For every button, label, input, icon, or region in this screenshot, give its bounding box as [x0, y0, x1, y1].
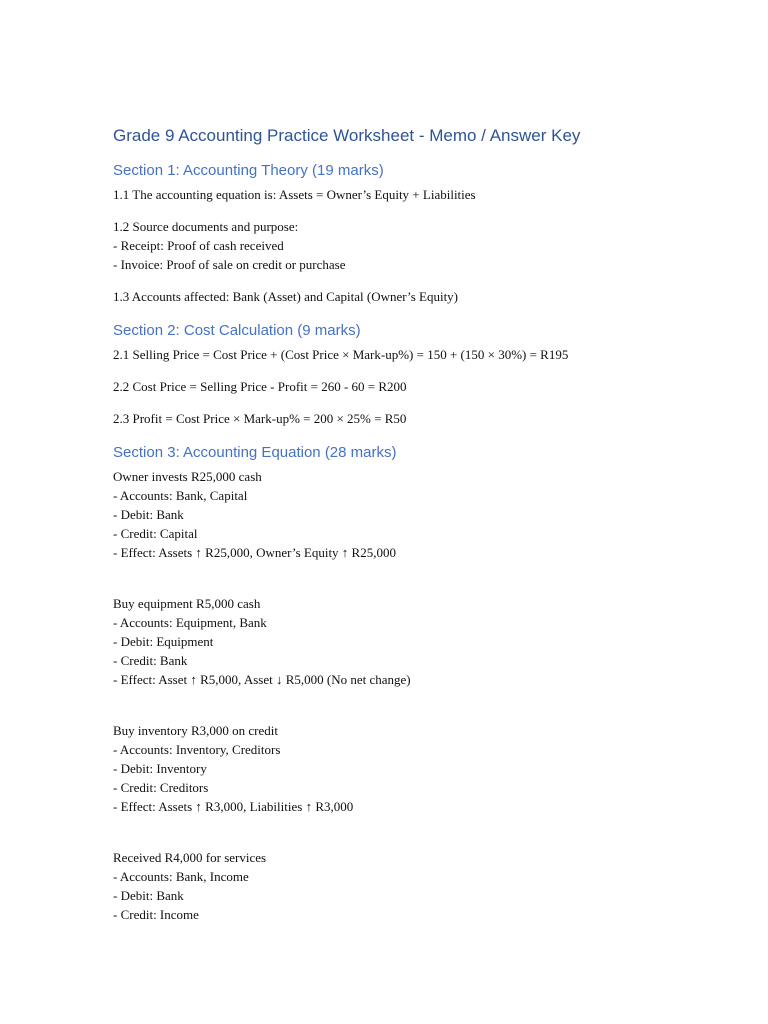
- transaction-accounts: - Accounts: Inventory, Creditors: [113, 742, 281, 757]
- transaction-description: Received R4,000 for services: [113, 850, 267, 865]
- transaction-4: [113, 848, 733, 924]
- answer-1-2-heading: 1.2 Source documents and purpose:: [113, 219, 299, 234]
- transaction-debit: - Debit: Bank: [113, 888, 184, 903]
- transaction-credit: - Credit: Creditors: [113, 780, 209, 795]
- section-2-heading: Section 2: Cost Calculation (9 marks): [113, 322, 361, 339]
- answer-1-2-invoice: - Invoice: Proof of sale on credit or purchase: [113, 257, 346, 272]
- transaction-debit: - Debit: Inventory: [113, 761, 207, 776]
- transaction-2: [113, 594, 733, 689]
- answer-1-1: 1.1 The accounting equation is: Assets = Owner’s Equity + Liabilities: [113, 187, 476, 202]
- section-3-heading: Section 3: Accounting Equation (28 marks): [113, 444, 397, 461]
- transaction-credit: - Credit: Bank: [113, 653, 188, 668]
- transaction-credit: - Credit: Income: [113, 907, 199, 922]
- page-title: Grade 9 Accounting Practice Worksheet - Memo / Answer Key: [113, 126, 581, 145]
- answer-1-3: 1.3 Accounts affected: Bank (Asset) and Capital (Owner’s Equity): [113, 289, 459, 304]
- answer-1-2-receipt: - Receipt: Proof of cash received: [113, 238, 284, 253]
- answer-2-2: 2.2 Cost Price = Selling Price - Profit = 260 - 60 = R200: [113, 379, 407, 394]
- answer-2-1: 2.1 Selling Price = Cost Price + (Cost Price × Mark-up%) = 150 + (150 × 30%) = R195: [113, 347, 569, 362]
- transaction-3: [113, 721, 733, 816]
- transaction-description: Buy equipment R5,000 cash: [113, 596, 261, 611]
- transaction-effect: - Effect: Assets ↑ R25,000, Owner’s Equity ↑ R25,000: [113, 545, 396, 560]
- transaction-description: Owner invests R25,000 cash: [113, 469, 262, 484]
- transaction-effect: - Effect: Assets ↑ R3,000, Liabilities ↑ R3,000: [113, 799, 354, 814]
- transaction-1: [113, 467, 733, 562]
- transaction-debit: - Debit: Bank: [113, 507, 184, 522]
- transaction-description: Buy inventory R3,000 on credit: [113, 723, 279, 738]
- transaction-accounts: - Accounts: Bank, Income: [113, 869, 249, 884]
- transaction-accounts: - Accounts: Bank, Capital: [113, 488, 248, 503]
- transaction-credit: - Credit: Capital: [113, 526, 198, 541]
- answer-2-3: 2.3 Profit = Cost Price × Mark-up% = 200 × 25% = R50: [113, 411, 407, 426]
- transaction-debit: - Debit: Equipment: [113, 634, 214, 649]
- section-1-heading: Section 1: Accounting Theory (19 marks): [113, 162, 384, 179]
- worksheet-page: [113, 123, 733, 924]
- transaction-accounts: - Accounts: Equipment, Bank: [113, 615, 267, 630]
- transaction-effect: - Effect: Asset ↑ R5,000, Asset ↓ R5,000 (No net change): [113, 672, 411, 687]
